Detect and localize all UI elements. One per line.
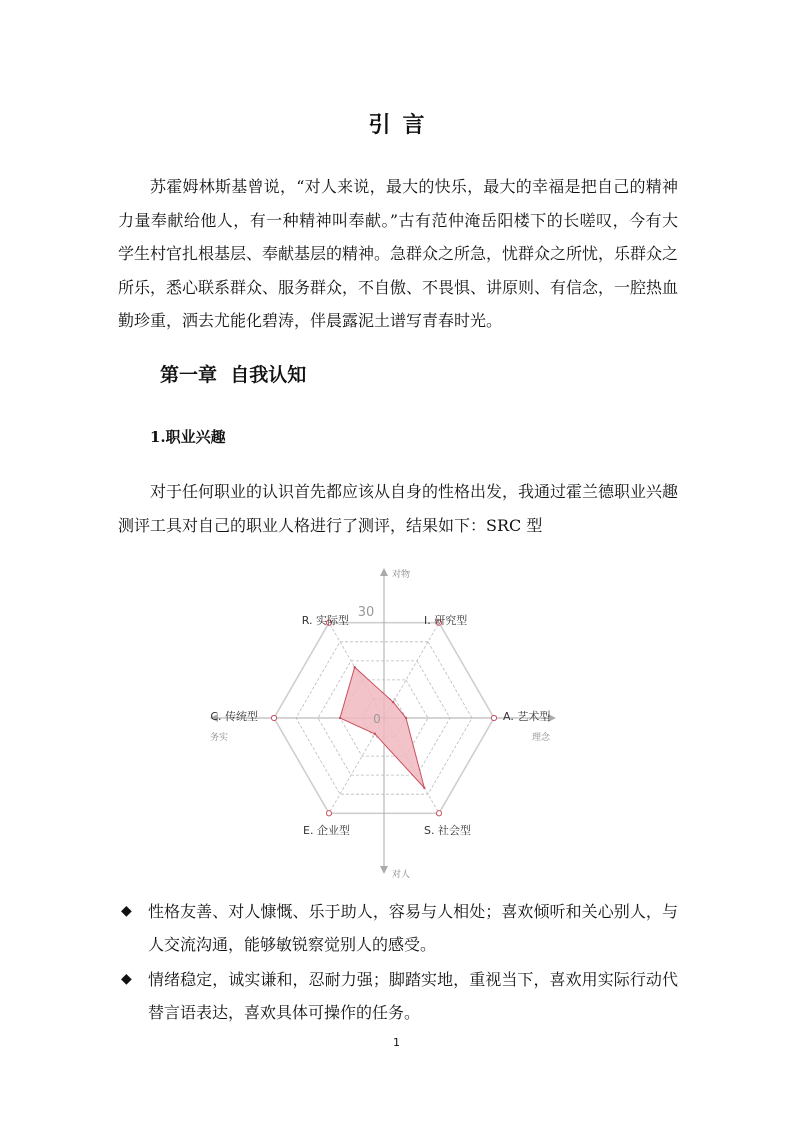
axis-label-right: 理念 [532, 733, 551, 743]
radar-data-point [423, 787, 425, 789]
radar-data-point [392, 701, 394, 703]
intro-text: 苏霍姆林斯基曾说，“对人来说，最大的快乐，最大的幸福是把自己的精神力量奉献给他人，有一种精神叫奉献。”古有范仲淹岳阳楼下的长嗟叹，今有大学生村官扎根基层、奉献基层的精神。急群众之所急，忧群众之所忧，乐群众之所乐，悉心联系群众、服务群众，不自傲、不畏惧、讲原则、有信念，一腔热血勤珍重，洒去尤能化碧涛，伴晨露泥土谱写青春时光。 [118, 177, 679, 330]
scale-min-label: 0 [373, 712, 381, 726]
radar-vertex-dot [491, 715, 496, 720]
page-number: 1 [393, 1036, 400, 1049]
radar-vertex-dot [326, 811, 331, 816]
radar-data-polygon [340, 667, 424, 788]
bullet-list [118, 895, 678, 1031]
radar-category-label: S. 社会型 [424, 824, 471, 837]
bullet-text: 性格友善、对人慷慨、乐于助人，容易与人相处；喜欢倾听和关心别人，与人交流沟通，能够敏锐察觉别人的感受。 [148, 902, 678, 954]
radar-category-label: A. 艺术型 [503, 710, 551, 723]
radar-data-layer [339, 666, 426, 789]
scale-max-label: 30 [357, 605, 375, 620]
radar-data-point [405, 717, 407, 719]
radar-data-point [374, 733, 376, 735]
radar-category-label: E. 企业型 [303, 824, 350, 837]
section-title: 1.职业兴趣 [150, 428, 226, 446]
arrow-up-icon [380, 568, 388, 576]
radar-category-label: I. 研究型 [424, 614, 468, 627]
intro-paragraph [118, 170, 678, 338]
arrow-down-icon [380, 866, 388, 874]
diamond-bullet-icon: ◆ [121, 903, 132, 919]
radar-data-point [339, 717, 341, 719]
radar-data-point [353, 666, 355, 668]
list-item [118, 895, 678, 961]
list-item [118, 963, 678, 1029]
chapter-title: 第一章 自我认知 [160, 364, 307, 386]
radar-category-label: R. 实际型 [301, 614, 349, 627]
radar-labels [210, 568, 551, 880]
axis-label-top: 对物 [392, 570, 411, 580]
section-paragraph-text: 对于任何职业的认识首先都应该从自身的性格出发，我通过霍兰德职业兴趣测评工具对自己的职业人格进行了测评，结果如下：SRC 型 [118, 482, 679, 535]
page-title: 引言 [368, 112, 437, 138]
radar-vertex-dot [436, 811, 441, 816]
axis-label-left: 务实 [210, 733, 229, 743]
section-paragraph [118, 475, 678, 542]
holland-radar-chart [200, 560, 560, 890]
radar-vertex-dot [271, 715, 276, 720]
diamond-bullet-icon: ◆ [121, 971, 132, 987]
axis-label-bottom: 对人 [392, 870, 411, 880]
radar-category-label: C. 传统型 [210, 710, 258, 723]
bullet-text: 情绪稳定，诚实谦和，忍耐力强；脚踏实地，重视当下，喜欢用实际行动代替言语表达，喜欢具体可操作的任务。 [148, 970, 678, 1022]
